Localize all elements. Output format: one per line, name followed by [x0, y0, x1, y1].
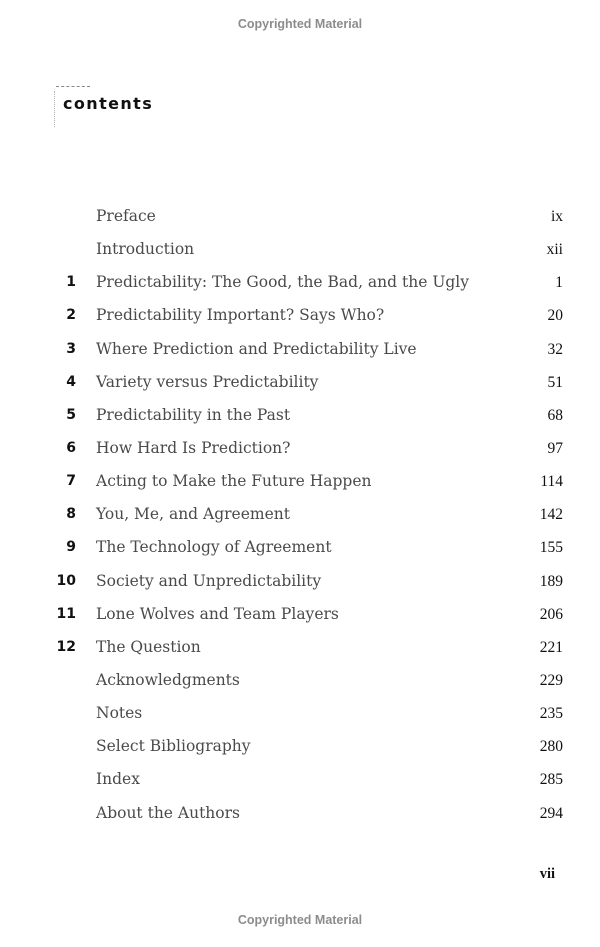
- chapter-page-number: 97: [547, 439, 563, 457]
- chapter-page-number: 51: [547, 373, 563, 391]
- toc-entry: [0, 697, 600, 730]
- chapter-title: Society and Unpredictability: [96, 571, 322, 590]
- chapter-title: Predictability Important? Says Who?: [96, 306, 385, 325]
- chapter-page-number: 32: [547, 340, 563, 358]
- chapter-title: Where Prediction and Predictability Live: [96, 339, 417, 358]
- table-of-contents: [0, 200, 600, 830]
- chapter-number: 3: [66, 340, 76, 357]
- chapter-number: 7: [66, 473, 76, 490]
- chapter-page-number: 206: [539, 605, 563, 623]
- chapter-page-number: 235: [539, 705, 563, 723]
- chapter-page-number: 1: [555, 274, 563, 292]
- chapter-title: Preface: [96, 207, 156, 225]
- chapter-title: Select Bibliography: [96, 737, 251, 756]
- chapter-title: Predictability: The Good, the Bad, and the Ugly: [96, 273, 470, 292]
- toc-entry: [0, 333, 600, 366]
- chapter-number: 10: [56, 572, 76, 589]
- chapter-number: 2: [66, 307, 76, 324]
- chapter-title: Index: [96, 770, 140, 789]
- toc-entry: [0, 730, 600, 763]
- chapter-number: 1: [66, 274, 76, 291]
- toc-entry: [0, 797, 600, 830]
- copyright-watermark-top: Copyrighted Material: [237, 17, 363, 31]
- chapter-title: About the Authors: [96, 803, 240, 822]
- chapter-number: 5: [66, 406, 76, 423]
- chapter-page-number: 20: [547, 307, 563, 325]
- chapter-page-number: 189: [539, 572, 563, 590]
- chapter-title: The Question: [96, 637, 201, 656]
- chapter-title: Introduction: [96, 240, 195, 259]
- chapter-page-number: xii: [546, 241, 563, 259]
- copyright-watermark-bottom: Copyrighted Material: [237, 913, 363, 927]
- chapter-page-number: 229: [539, 671, 563, 689]
- chapter-page-number: 280: [539, 738, 563, 756]
- chapter-title: Acknowledgments: [96, 670, 240, 689]
- toc-entry: [0, 266, 600, 299]
- heading-side-rule: [54, 91, 56, 127]
- toc-entry: [0, 565, 600, 598]
- chapter-page-number: 68: [547, 406, 563, 424]
- chapter-title: How Hard Is Prediction?: [96, 438, 291, 457]
- chapter-title: Acting to Make the Future Happen: [96, 472, 372, 491]
- chapter-title: Predictability in the Past: [96, 405, 291, 424]
- chapter-number: 12: [56, 638, 76, 655]
- chapter-title: The Technology of Agreement: [96, 538, 332, 557]
- chapter-page-number: 114: [540, 473, 563, 491]
- chapter-number: 9: [66, 539, 76, 556]
- toc-entry: [0, 200, 600, 233]
- chapter-title: You, Me, and Agreement: [96, 505, 290, 524]
- chapter-page-number: 142: [539, 506, 563, 524]
- toc-entry: [0, 531, 600, 564]
- page-title: contents: [63, 94, 154, 113]
- toc-entry: [0, 233, 600, 266]
- toc-entry: [0, 299, 600, 332]
- toc-entry: [0, 631, 600, 664]
- chapter-page-number: 294: [539, 804, 563, 822]
- chapter-number: 4: [66, 373, 76, 390]
- toc-entry: [0, 432, 600, 465]
- toc-entry: [0, 366, 600, 399]
- toc-entry: [0, 598, 600, 631]
- toc-entry: [0, 664, 600, 697]
- chapter-number: 8: [66, 506, 76, 523]
- chapter-title: Lone Wolves and Team Players: [96, 604, 339, 623]
- toc-entry: [0, 399, 600, 432]
- toc-entry: [0, 465, 600, 498]
- chapter-number: 6: [66, 439, 76, 456]
- chapter-page-number: 155: [539, 539, 563, 557]
- heading-dash-rule: [56, 86, 90, 88]
- chapter-page-number: 285: [539, 771, 563, 789]
- chapter-page-number: 221: [539, 638, 563, 656]
- toc-entry: [0, 498, 600, 531]
- chapter-page-number: ix: [550, 208, 563, 225]
- page-number: vii: [539, 866, 555, 882]
- chapter-title: Notes: [96, 704, 143, 723]
- toc-entry: [0, 763, 600, 796]
- chapter-title: Variety versus Predictability: [96, 372, 319, 391]
- chapter-number: 11: [56, 605, 76, 622]
